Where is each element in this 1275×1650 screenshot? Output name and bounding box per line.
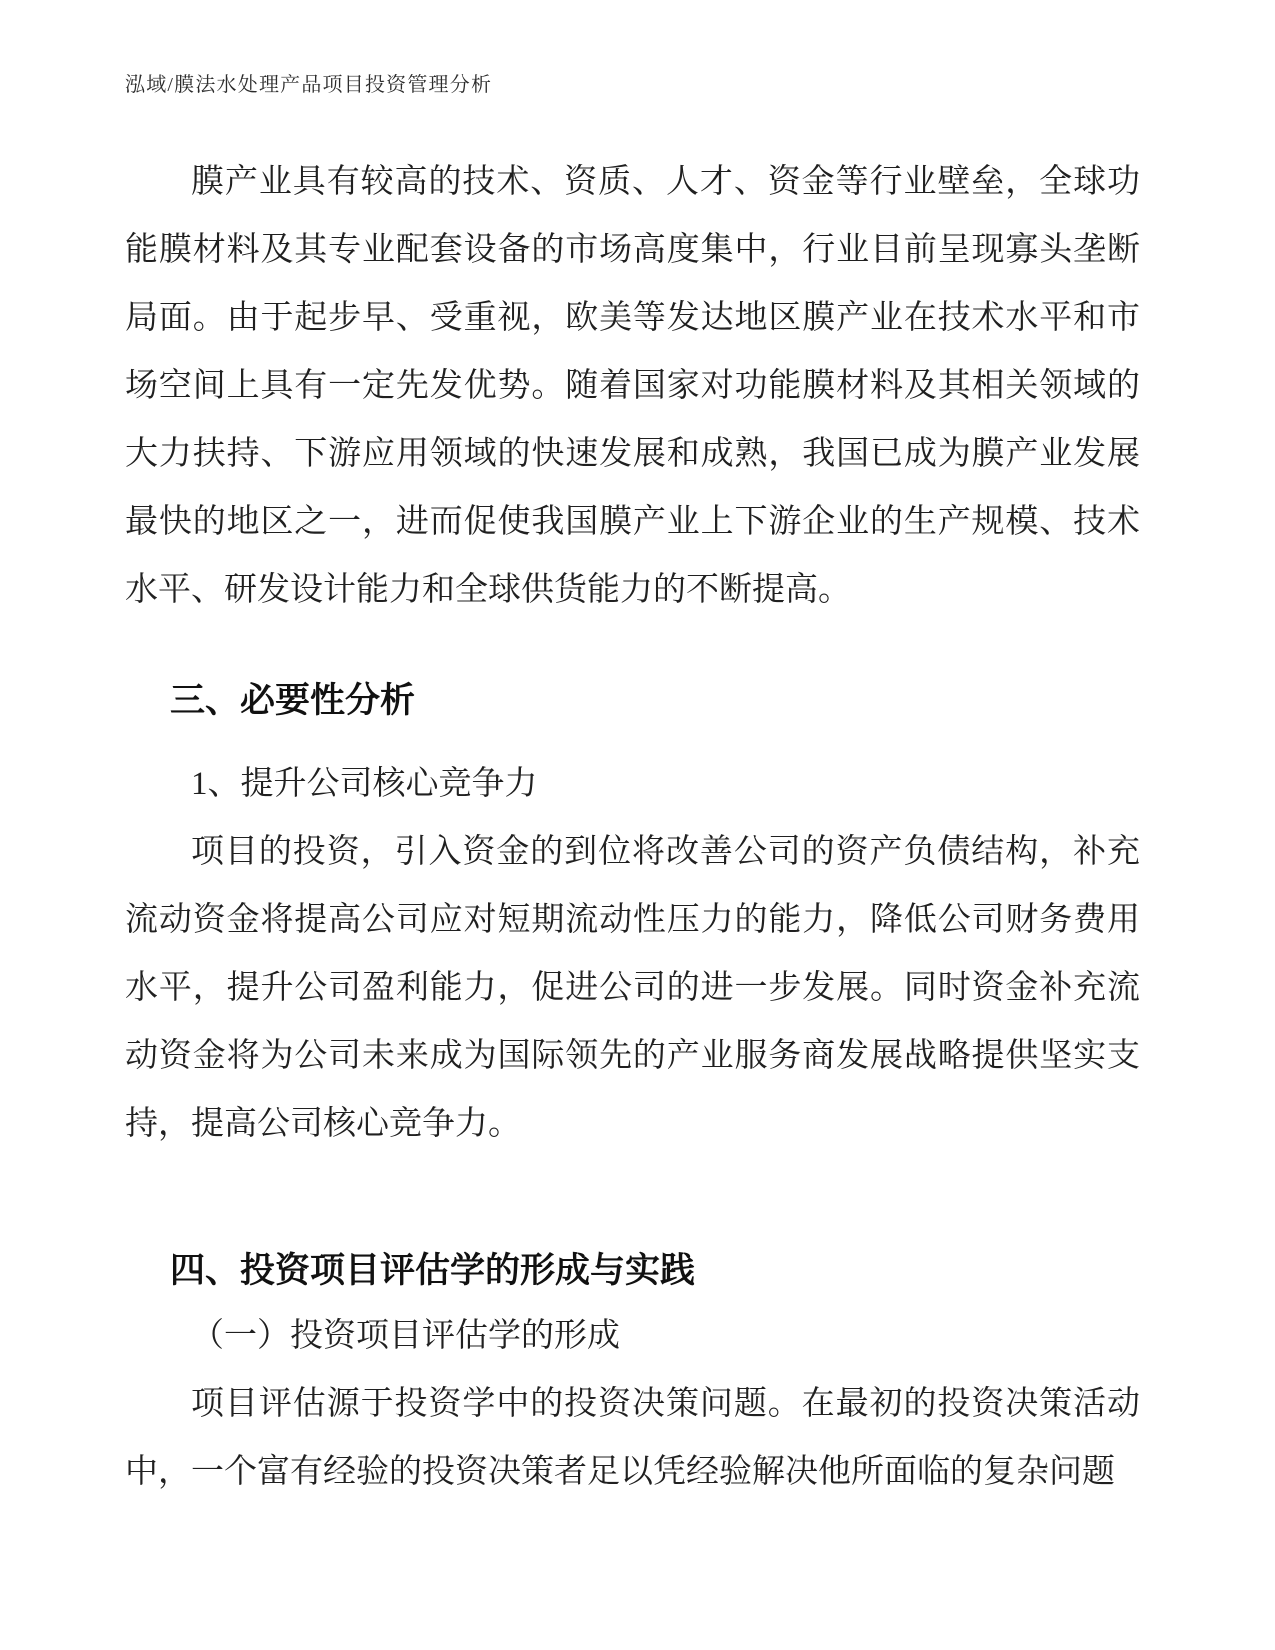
paragraph-industry-overview: 膜产业具有较高的技术、资质、人才、资金等行业壁垒，全球功能膜材料及其专业配套设备的市场高度集中，行业目前呈现寡头垄断局面。由于起步早、受重视，欧美等发达地区膜产业在技术水平和市场空间上具有一定先发优势。随着国家对功能膜材料及其相关领域的大力扶持、下游应用领域的快速发展和成熟，我国已成为膜产业发展最快的地区之一，进而促使我国膜产业上下游企业的生产规模、技术水平、研发设计能力和全球供货能力的不断提高。 <box>125 164 1140 608</box>
document-body <box>125 148 1140 1506</box>
heading-evaluation-formation-practice: 四、投资项目评估学的形成与实践 <box>170 1251 696 1290</box>
paragraph-investment-benefits: 项目的投资，引入资金的到位将改善公司的资产负债结构，补充流动资金将提高公司应对短期流动性压力的能力，降低公司财务费用水平，提升公司盈利能力，促进公司的进一步发展。同时资金补充流动资金将为公司未来成为国际领先的产业服务商发展战略提供坚实支持，提高公司核心竞争力。 <box>125 834 1140 1142</box>
paragraph-evaluation-origin: 项目评估源于投资学中的投资决策问题。在最初的投资决策活动中，一个富有经验的投资决策者足以凭经验解决他所面临的复杂问题 <box>125 1386 1140 1490</box>
subheading-core-competitiveness: 1、提升公司核心竞争力 <box>191 766 538 802</box>
heading-necessity-analysis: 三、必要性分析 <box>170 681 416 720</box>
page-header-title: 泓域/膜法水处理产品项目投资管理分析 <box>125 74 493 96</box>
subheading-evaluation-formation: （一）投资项目评估学的形成 <box>191 1318 620 1354</box>
